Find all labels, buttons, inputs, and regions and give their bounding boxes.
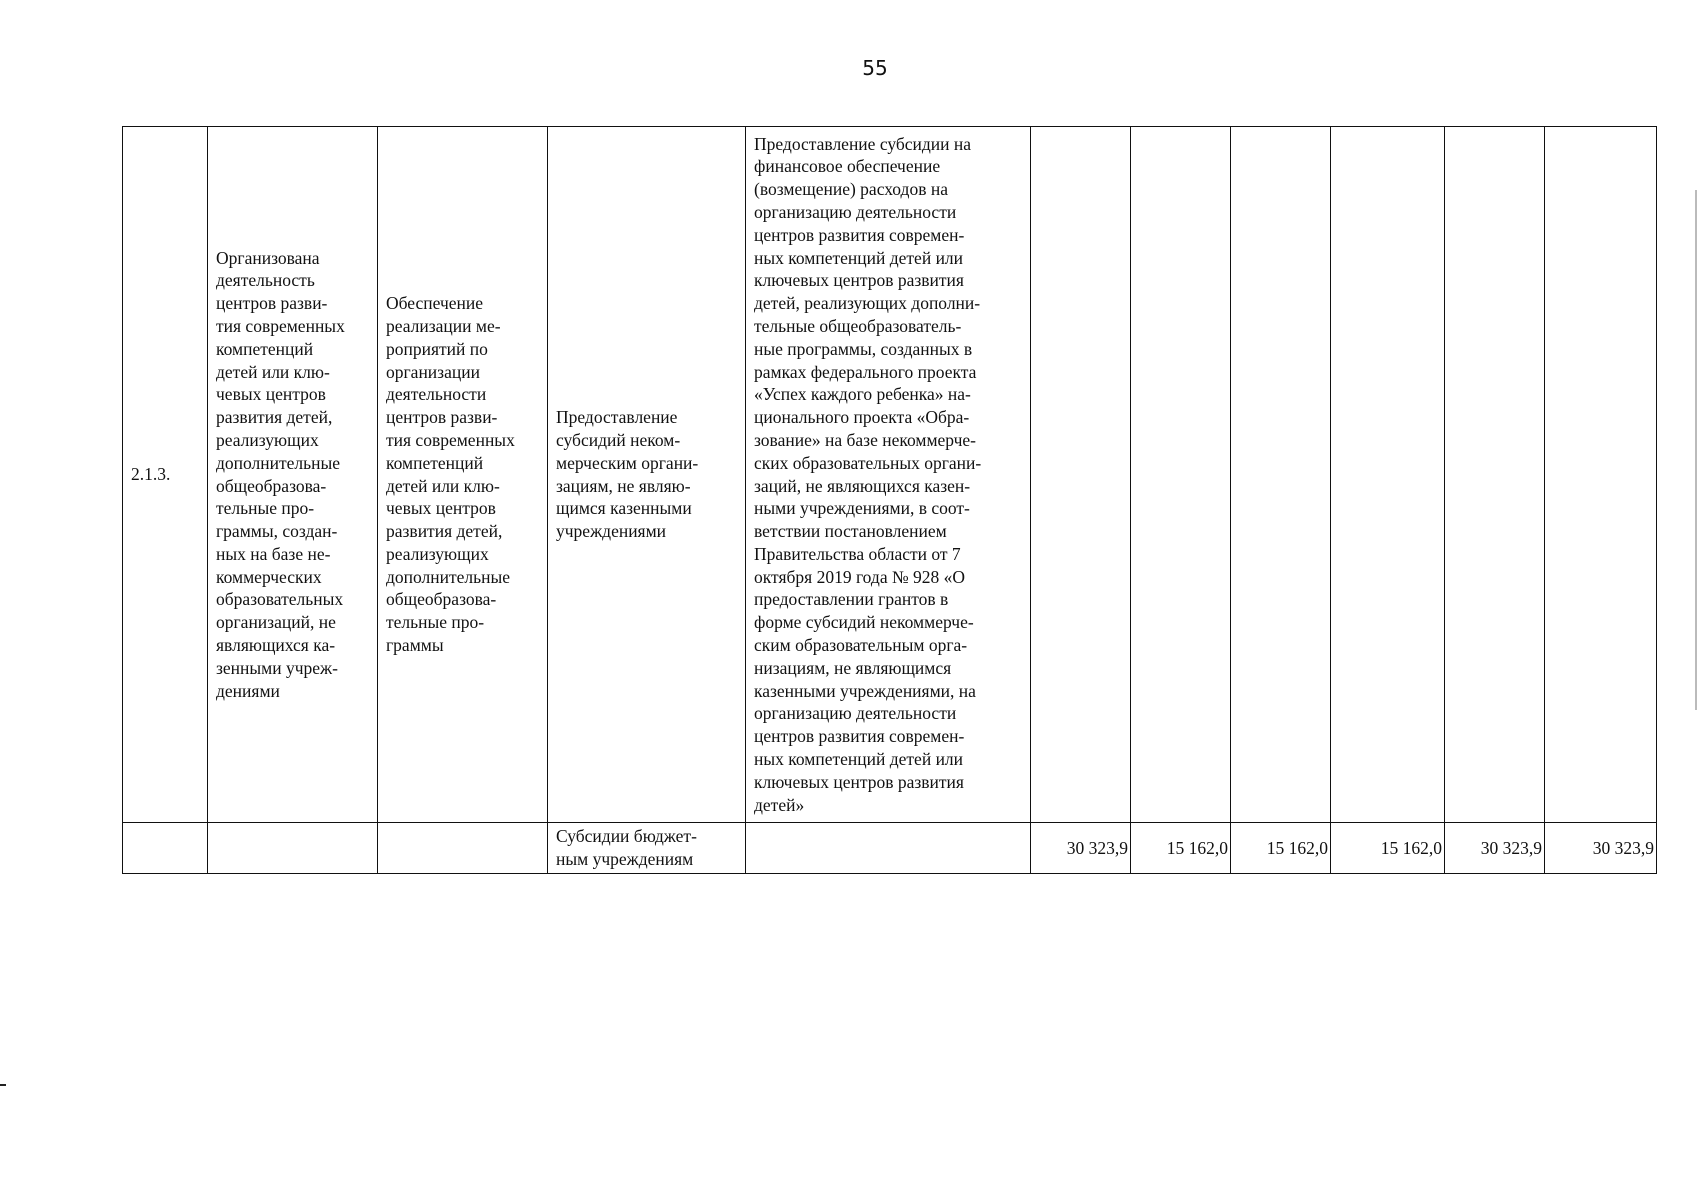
text-line: реализации ме-	[386, 315, 501, 336]
value: 15 162,0	[1380, 837, 1442, 858]
text-line: Правительства области от 7	[754, 543, 961, 564]
text-line: детей, реализующих дополни-	[754, 293, 981, 314]
text-line: тельные про-	[216, 498, 315, 519]
scan-margin-mark	[0, 1084, 6, 1086]
text-line: казенными учреждениями, на	[754, 680, 976, 701]
text-line: роприятий по	[386, 338, 488, 359]
text-line: Предоставление субсидии на	[754, 133, 972, 154]
expense-type-text	[556, 406, 737, 543]
text-line: предоставлении грантов в	[754, 589, 949, 610]
page-number: 55	[862, 56, 888, 80]
value: 30 323,9	[1480, 837, 1542, 858]
text-line: ные программы, созданных в	[754, 338, 973, 359]
sub-expense-type-text	[556, 825, 737, 871]
text-line: ключевых центров развития	[754, 771, 964, 792]
text-line: форме субсидий некоммерче-	[754, 612, 974, 633]
text-line: центров развития современ-	[754, 224, 965, 245]
text-line: Организована	[216, 247, 320, 268]
text-line: учреждениями	[556, 521, 667, 542]
row-code-cell	[123, 127, 208, 823]
text-line: центров разви-	[216, 293, 328, 314]
empty-cell	[208, 823, 378, 874]
value-cell-empty	[1445, 127, 1545, 823]
text-line: образовательных	[216, 589, 344, 610]
text-line: деятельность	[216, 270, 315, 291]
value-cell	[1231, 823, 1331, 874]
description-text	[754, 133, 1022, 817]
value-cell	[1031, 823, 1131, 874]
text-line: чевых центров	[386, 498, 496, 519]
text-line: зенными учреж-	[216, 657, 338, 678]
text-line: «Успех каждого ребенка» на-	[754, 384, 971, 405]
value-cell-empty	[1545, 127, 1657, 823]
text-line: ным учреждениям	[556, 849, 694, 869]
sub-expense-type-cell	[548, 823, 746, 874]
expense-type-cell	[548, 127, 746, 823]
text-line: Субсидии бюджет-	[556, 826, 697, 847]
text-line: реализующих	[216, 429, 319, 450]
text-line: тельные общеобразователь-	[754, 315, 962, 336]
text-line: октября 2019 года № 928 «О	[754, 566, 966, 587]
text-line: центров разви-	[386, 407, 498, 428]
text-line: компетенций	[216, 338, 314, 359]
text-line: дополнительные	[386, 566, 511, 587]
text-line: организации	[386, 361, 480, 382]
table-row-main	[123, 127, 1657, 823]
text-line: являющихся ка-	[216, 635, 336, 656]
text-line: организацию деятельности	[754, 201, 957, 222]
empty-cell	[123, 823, 208, 874]
text-line: граммы, создан-	[216, 521, 338, 542]
value-cell-empty	[1031, 127, 1131, 823]
text-line: низациям, не являющимся	[754, 657, 952, 678]
result-cell	[208, 127, 378, 823]
text-line: ключевых центров развития	[754, 270, 964, 291]
text-line: общеобразова-	[216, 475, 327, 496]
text-line: реализующих	[386, 543, 489, 564]
budget-table	[122, 126, 1657, 874]
text-line: деятельности	[386, 384, 487, 405]
text-line: развития детей,	[216, 407, 333, 428]
text-line: центров развития современ-	[754, 726, 965, 747]
text-line: ционального проекта «Обра-	[754, 407, 970, 428]
value: 15 162,0	[1166, 837, 1228, 858]
text-line: ским образовательным орга-	[754, 635, 968, 656]
text-line: компетенций	[386, 452, 484, 473]
text-line: Обеспечение	[386, 293, 484, 314]
text-line: мерческим органи-	[556, 452, 699, 473]
text-line: ными учреждениями, в соот-	[754, 498, 970, 519]
value-cell-empty	[1131, 127, 1231, 823]
text-line: дополнительные	[216, 452, 341, 473]
text-line: чевых центров	[216, 384, 326, 405]
text-line: коммерческих	[216, 566, 322, 587]
text-line: дениями	[216, 680, 280, 701]
activity-text	[386, 292, 539, 657]
text-line: рамках федерального проекта	[754, 361, 977, 382]
text-line: субсидий неком-	[556, 429, 681, 450]
text-line: детей или клю-	[386, 475, 500, 496]
activity-cell	[378, 127, 548, 823]
text-line: (возмещение) расходов на	[754, 179, 948, 200]
value-cell	[1445, 823, 1545, 874]
text-line: общеобразова-	[386, 589, 497, 610]
text-line: развития детей,	[386, 521, 503, 542]
value-cell-empty	[1231, 127, 1331, 823]
text-line: детей»	[754, 794, 805, 815]
value-cell	[1331, 823, 1445, 874]
text-line: заций, не являющихся казен-	[754, 475, 971, 496]
text-line: ных на базе не-	[216, 543, 331, 564]
value-cell	[1545, 823, 1657, 874]
result-text	[216, 247, 369, 703]
text-line: щимся казенными	[556, 498, 692, 519]
table-row-sub	[123, 823, 1657, 874]
value: 30 323,9	[1066, 837, 1128, 858]
text-line: тия современных	[216, 315, 345, 336]
text-line: зование» на базе некоммерче-	[754, 429, 977, 450]
text-line: ских образовательных органи-	[754, 452, 982, 473]
text-line: организацию деятельности	[754, 703, 957, 724]
text-line: граммы	[386, 635, 444, 656]
value: 30 323,9	[1592, 837, 1654, 858]
value-cell-empty	[1331, 127, 1445, 823]
text-line: финансовое обеспечение	[754, 156, 941, 177]
text-line: детей или клю-	[216, 361, 330, 382]
row-code: 2.1.3.	[131, 464, 171, 485]
text-line: ветствии постановлением	[754, 521, 947, 542]
text-line: ных компетенций детей или	[754, 247, 964, 268]
text-line: зациям, не являю-	[556, 475, 691, 496]
value: 15 162,0	[1266, 837, 1328, 858]
description-cell	[746, 127, 1031, 823]
value-cell	[1131, 823, 1231, 874]
text-line: организаций, не	[216, 612, 336, 633]
text-line: Предоставление	[556, 407, 678, 428]
text-line: ных компетенций детей или	[754, 749, 964, 770]
text-line: тия современных	[386, 429, 515, 450]
empty-cell	[746, 823, 1031, 874]
text-line: тельные про-	[386, 612, 485, 633]
empty-cell	[378, 823, 548, 874]
